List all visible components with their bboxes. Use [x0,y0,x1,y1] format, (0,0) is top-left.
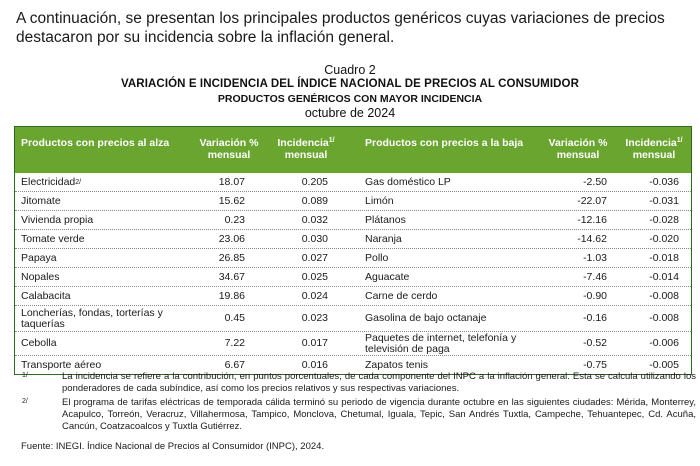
cell-down-product-text: Gas doméstico LP [365,175,451,188]
cell-up-incidence-text: 0.025 [301,270,328,283]
cell-down-product-text: Aguacate [365,270,410,283]
cell-down-incidence-text: -0.008 [649,289,679,302]
cell-down-variation [555,249,607,267]
cell-down-variation [555,173,607,191]
header-down-variation: Variación % mensual [548,137,608,161]
cell-up-product [21,306,191,331]
cell-down-variation-text: -12.16 [577,213,607,226]
cell-down-incidence-text: -0.028 [649,213,679,226]
cell-down-variation-text: -0.75 [583,358,607,371]
header-up-incidence-unit: mensual [284,149,328,161]
cell-up-incidence-text: 0.032 [301,213,328,226]
cell-down-incidence-text: -0.020 [649,232,679,245]
cell-up-product-text: Loncherías, fondas, torterías y taquerías [21,306,163,330]
cell-up-incidence-text: 0.017 [301,337,328,349]
table-label: Cuadro 2 [324,63,376,77]
cell-down-variation-text: -0.16 [583,312,607,324]
footnote-1-text: La incidencia se refiere a la contribución, en puntos porcentuales, de cada componente del INPC a la inflación general. Esta se calcula utilizando los ponderadores de cada subíndice, así como los precios relativos y sus respectivas variaciones. [62,371,696,394]
cell-up-variation [195,211,245,229]
cell-down-incidence [627,173,679,191]
cell-down-variation-text: -0.52 [583,337,607,349]
footnote-2 [16,397,696,433]
cell-down-variation-text: -0.90 [583,289,607,302]
cell-down-product-text: Zapatos tenis [365,358,429,371]
header-up-variation: Variación % mensual [199,137,259,161]
cell-down-incidence-text: -0.031 [649,194,679,207]
cell-down-variation [555,192,607,210]
cell-up-incidence-text: 0.023 [301,312,328,324]
table-row [15,332,691,356]
table-row [15,230,691,249]
intro-paragraph: A continuación, se presentan los principales productos genéricos cuyas variaciones de precios destacaron por su incidencia sobre la inflación general. [16,10,665,46]
cell-up-incidence [278,192,328,210]
cell-up-variation-text: 0.45 [224,312,245,324]
cell-down-product [365,306,540,331]
cell-down-variation-text: -2.50 [583,175,607,188]
cell-up-product [21,332,191,355]
cell-up-product [21,192,191,210]
cell-up-product [21,287,191,305]
cell-down-variation-text: -14.62 [577,232,607,245]
cell-down-product-text: Plátanos [365,213,406,226]
cell-up-variation-text: 0.23 [224,213,245,226]
cell-up-variation-text: 26.85 [218,251,245,264]
header-down-products: Productos con precios a la baja [365,137,524,149]
table-row [15,173,691,192]
cell-up-product-text: Cebolla [21,337,57,349]
cell-up-product-text: Transporte aéreo [21,358,102,371]
cell-up-incidence [278,306,328,331]
footnotes [16,371,696,435]
cell-up-incidence-text: 0.016 [301,358,328,371]
header-down-incidence [618,137,690,161]
cell-up-variation [195,230,245,248]
cell-down-incidence-text: -0.036 [649,175,679,188]
cell-down-incidence-text: -0.008 [649,312,679,324]
cell-up-variation [195,332,245,355]
cell-up-incidence-text: 0.024 [301,289,328,302]
cell-down-variation-text: -22.07 [577,194,607,207]
footnote-1-mark: 1/ [22,372,28,379]
footnote-2-mark: 2/ [22,398,28,405]
cell-down-incidence [627,268,679,286]
cell-up-product [21,268,191,286]
table-row [15,249,691,268]
table-row [15,211,691,230]
cell-down-incidence [627,192,679,210]
footnote-1 [16,371,696,395]
cell-up-variation-text: 15.62 [218,194,245,207]
cell-down-variation [555,230,607,248]
cell-up-incidence [278,249,328,267]
cell-down-product [365,192,540,210]
cell-up-product [21,230,191,248]
cell-down-product [365,268,540,286]
table-row [15,287,691,306]
cell-down-product-text: Pollo [365,251,389,264]
footnote-2-text: El programa de tarifas eléctricas de temporada cálida terminó su periodo de vigencia durante octubre en las siguientes ciudades: Mérida, Monterrey, Acapulco, Torreón, Veracruz, Villahermosa, Tampico, Monclova, Chetumal, Iguala, Tepic, San Andrés Tuxtla, Campeche, Tehuantepec, Cd. Acuña, Cancún, Coatzacoalcos y Tuxtla Gutiérrez. [62,397,696,432]
cell-down-product [365,249,540,267]
cell-down-variation-text: -7.46 [583,270,607,283]
cell-up-product-text: Jitomate [21,194,61,207]
cell-up-product-text: Vivienda propia [21,213,94,226]
cell-up-variation [195,173,245,191]
cell-down-incidence [627,211,679,229]
cell-down-incidence [627,332,679,355]
table-title: VARIACIÓN E INCIDENCIA DEL ÍNDICE NACIONAL DE PRECIOS AL CONSUMIDOR [120,78,579,90]
cell-down-incidence [627,287,679,305]
cell-down-product-text: Paquetes de internet, telefonía y televisión de paga [365,331,517,355]
source-note: Fuente: INEGI. Índice Nacional de Precios al Consumidor (INPC), 2024. [21,441,325,452]
cell-down-product-text: Carne de cerdo [365,289,438,302]
cell-up-product [21,173,191,191]
cell-up-incidence [278,332,328,355]
cell-down-product-text: Naranja [365,232,402,245]
cell-up-incidence [278,230,328,248]
inflation-table [14,126,692,375]
cell-up-product-text: Papaya [21,251,57,264]
cell-down-product [365,230,540,248]
table-row [15,268,691,287]
cell-up-incidence [278,268,328,286]
cell-up-variation [195,306,245,331]
cell-down-incidence-text: -0.006 [649,337,679,349]
cell-down-variation [555,287,607,305]
cell-down-variation [555,211,607,229]
table-subtitle: PRODUCTOS GENÉRICOS CON MAYOR INCIDENCIA [217,93,483,105]
note-mark: 2/ [75,178,82,186]
cell-up-incidence [278,211,328,229]
header-up-products: Productos con precios al alza [21,137,170,149]
cell-up-variation-text: 23.06 [218,232,245,245]
table-row [15,306,691,332]
cell-up-incidence-text: 0.089 [301,194,328,207]
cell-down-incidence-text: -0.014 [649,270,679,283]
cell-down-variation [555,268,607,286]
cell-up-product-text: Calabacita [21,289,71,302]
cell-up-variation-text: 18.07 [218,175,245,188]
note-mark: 1/ [676,137,683,144]
cell-down-incidence [627,306,679,331]
table-period: octubre de 2024 [304,106,396,120]
table-body [15,173,691,374]
cell-down-incidence-text: -0.018 [649,251,679,264]
cell-down-variation [555,332,607,355]
cell-up-variation-text: 19.86 [218,289,245,302]
cell-up-variation-text: 7.22 [224,337,245,349]
cell-down-product [365,287,540,305]
cell-up-variation [195,249,245,267]
cell-up-product-text: Nopales [21,270,60,283]
cell-up-variation [195,192,245,210]
cell-down-variation [555,306,607,331]
cell-up-variation-text: 6.67 [224,358,245,371]
table-row [15,192,691,211]
cell-down-product [365,211,540,229]
cell-down-product-text: Limón [365,194,394,207]
cell-up-incidence [278,287,328,305]
header-up-incidence [270,137,342,161]
note-mark: 1/ [328,137,335,144]
cell-down-incidence-text: -0.005 [649,358,679,371]
cell-up-incidence-text: 0.027 [301,251,328,264]
table-header [15,127,691,173]
header-down-incidence-unit: mensual [632,149,676,161]
cell-down-incidence [627,249,679,267]
cell-down-product [365,332,540,355]
cell-down-product [365,173,540,191]
header-down-incidence-label: Incidencia [625,137,677,149]
cell-up-product [21,211,191,229]
cell-up-variation-text: 34.67 [218,270,245,283]
cell-up-incidence-text: 0.030 [301,232,328,245]
cell-down-product-text: Gasolina de bajo octanaje [365,312,487,324]
cell-up-variation [195,268,245,286]
cell-up-incidence-text: 0.205 [301,175,328,188]
cell-up-product [21,249,191,267]
cell-up-incidence [278,173,328,191]
cell-up-variation [195,287,245,305]
cell-up-product-text: Electricidad [21,175,76,188]
cell-down-incidence [627,230,679,248]
cell-down-variation-text: -1.03 [583,251,607,264]
cell-up-product-text: Tomate verde [21,232,85,245]
header-up-incidence-label: Incidencia [277,137,329,149]
